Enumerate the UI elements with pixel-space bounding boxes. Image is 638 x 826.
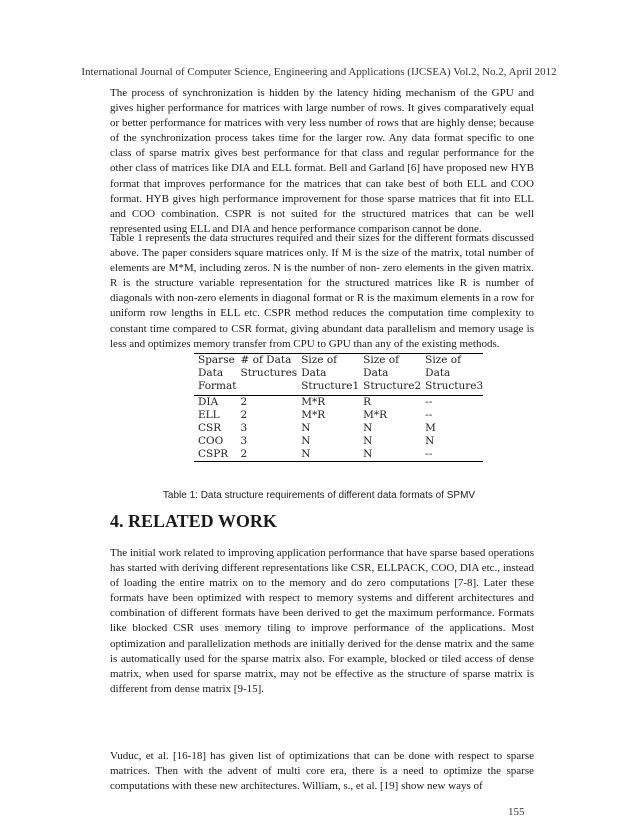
paragraph-synchronization: The process of synchronization is hidden by the latency hiding mechanism of the GPU and gives higher performance for matrices with large number of rows. It gives comparatively equal or better performance for matrices with very less number of rows that are highly dense; because of the synchronization process takes time for the larger row. Any data format specific to one class of sparse matrix gives best performance for that class and regular performance for the other class of matrices like DIA and ELL format. Bell and Garland [6] have proposed new HYB format that improves performance for the matrices that can take best of both ELL and COO format. HYB gives high performance improvement for those sparse matrices that fit into ELL and COO combination. CSPR is not suited for the structured matrices that can be well represented using ELL and DIA and hence performance comparison cannot be done. [110, 87, 534, 235]
page-number: 155 [508, 806, 525, 818]
table-cell: R [363, 396, 372, 408]
table-cell: -- [425, 448, 433, 460]
table-cell: ELL [198, 409, 220, 421]
table-row [194, 448, 483, 462]
table-header-cell: Size of Data Structure1 [301, 354, 360, 392]
table-cell: M [425, 422, 436, 434]
table-header-cell: Sparse Data Format [198, 354, 237, 392]
table-caption: Table 1: Data structure requirements of different data formats of SPMV [162, 490, 476, 501]
table-cell: N [363, 422, 373, 434]
paragraph-related-work: The initial work related to improving application performance that have sparse based operations has started with deriving different representations like CSR, ELLPACK, COO, DIA etc., instead of loading the entire matrix on to the memory and do zero computations [7-8]. Later these formats have been optimized with respect to memory systems and different architectures and combination of different formats have been derived to get the maximum performance. Formats like blocked CSR uses memory tiling to improve performance of the applications. Most optimization and parallelization methods are initially derived for the dense matrix and the same is automatically used for the sparse matrix also. For example, blocked or tiled access of dense matrix, when used for sparse matrix, may not be effective as the structure of sparse matrix is different from dense matrix [9-15]. [110, 547, 534, 695]
table-cell: N [301, 435, 311, 447]
table-cell: N [363, 448, 373, 460]
table-cell: -- [425, 409, 433, 421]
table-row [194, 409, 483, 422]
data-structure-table [194, 353, 483, 462]
table-row [194, 435, 483, 448]
table-cell: N [301, 422, 311, 434]
table-cell: 2 [240, 409, 248, 421]
table-cell: M*R [301, 409, 326, 421]
table-cell: N [425, 435, 435, 447]
paragraph-vuduc: Vuduc, et al. [16-18] has given list of optimizations that can be done with respect to sparse matrices. Then with the advent of multi core era, there is a need to optimize the sparse computations with these new architectures. William, s., et al. [19] show new ways of [110, 750, 534, 793]
table-cell: M*R [363, 409, 388, 421]
table-cell: 3 [240, 435, 248, 447]
journal-header: International Journal of Computer Science, Engineering and Applications (IJCSEA) Vol.2, No.2, April 2012 [81, 66, 557, 78]
table-row [194, 396, 483, 410]
table-cell: 2 [240, 396, 248, 408]
table-row [194, 422, 483, 435]
table-cell: CSR [198, 422, 222, 434]
table-header-cell: # of Data Structures [240, 354, 298, 379]
table-cell: M*R [301, 396, 326, 408]
table-cell: N [301, 448, 311, 460]
table-cell: 2 [240, 448, 248, 460]
paragraph-table-description: Table 1 represents the data structures required and their sizes for the different formats discussed above. The paper considers square matrices only. If M is the size of the matrix, total number of elements are M*M, including zeros. N is the number of non- zero elements in the given matrix. R is the structure variable representation for the structured matrices like R is number of diagonals with non-zero elements in diagonal format or R is the maximum elements in a row for uniform row lengths in ELL etc. CSPR method reduces the computation time complexity to constant time compared to CSR format, giving abundant data parallelism and memory usage is less and optimizes memory transfer from CPU to GPU than any of the existing methods. [110, 232, 535, 350]
table-header-cell: Size of Data Structure2 [363, 354, 422, 392]
table-header-row [194, 354, 483, 396]
table-header-cell: Size of Data Structure3 [425, 354, 484, 392]
table-cell: -- [425, 396, 433, 408]
table-cell: COO [198, 435, 224, 447]
table-cell: 3 [240, 422, 248, 434]
section-heading: 4. RELATED WORK [110, 511, 277, 531]
table-cell: DIA [198, 396, 219, 408]
table-cell: N [363, 435, 373, 447]
table-cell: CSPR [198, 448, 229, 460]
